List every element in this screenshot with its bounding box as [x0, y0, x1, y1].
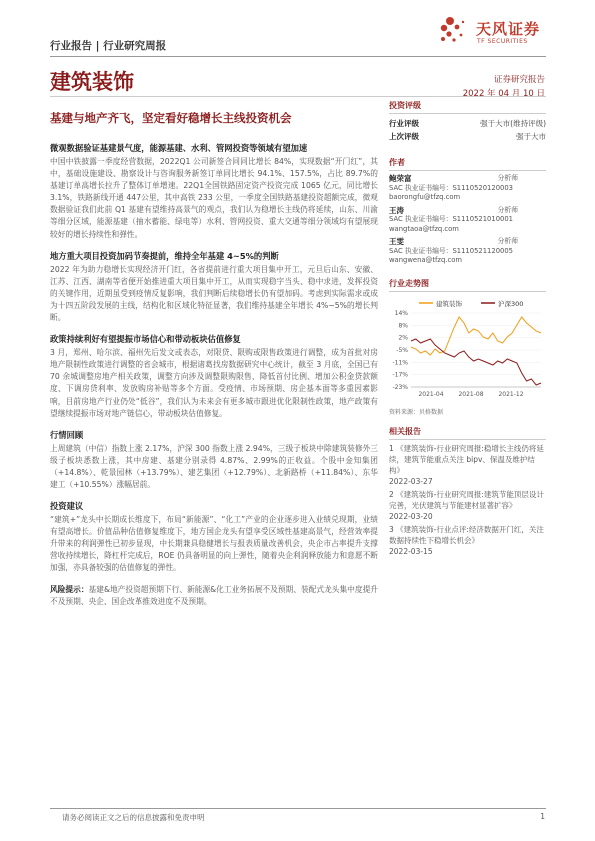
rating-value: 强于大市 — [516, 132, 546, 141]
y-tick-label: -23% — [392, 383, 408, 391]
y-tick-label: 8% — [398, 321, 408, 329]
related-report-date: 2022-03-27 — [389, 476, 433, 486]
related-report-title: 2 《建筑装饰-行业研究周报:建筑节能顶层设计完善，光伏建筑与节能建材显著扩容》 — [389, 489, 544, 510]
main-column — [50, 142, 378, 608]
author-card — [389, 206, 546, 235]
x-tick-label: 2021-12 — [498, 390, 524, 398]
sector-title: 建筑装饰 — [50, 70, 134, 94]
related-title: 相关报告 — [389, 426, 546, 440]
section-title: 地方重大项目投资加码节奏提前，维持全年基建 4~5%的判断 — [50, 250, 279, 261]
related-report[interactable] — [389, 489, 546, 522]
author-cert: SAC 执业证书编号：S1110521010001 — [389, 215, 513, 223]
author-email[interactable]: wangtaoa@tfzq.com — [389, 224, 459, 233]
section — [50, 500, 378, 574]
report-date: 2022 年 04 月 10 日 — [462, 89, 545, 99]
related-report-date: 2022-03-20 — [389, 511, 433, 521]
report-category: 行业报告 | 行业研究周报 — [50, 40, 167, 52]
related-report-date: 2022-03-15 — [389, 546, 433, 556]
section — [50, 250, 378, 324]
author-email[interactable]: wangwena@tfzq.com — [389, 256, 462, 264]
sector-divider — [50, 96, 546, 97]
section-title: 政策持续利好有望提振市场信心和带动板块估值修复 — [50, 334, 241, 345]
y-tick-label: -11% — [392, 358, 408, 366]
section-body: 2022 年为助力稳增长实现经济开门红，各省提前进行重大项目集中开工，元旦后山东、安徽、江苏、江西、湖南等省便开始推进重大项目集中开工，从而实现稳字当头、稳中求进，发挥投资的关键作用，近期虽受到疫情反复影响，我们判断后续稳增长仍有望加码。考虑到实际需求或成为十四五阶段发展的主线，结构化和区域化特征显著，我们维持基建全年增长 4%~5%的增长判断。 — [50, 264, 378, 323]
brand-name-en: TF SECURITIES — [477, 38, 528, 45]
author-role: 分析师 — [497, 174, 518, 182]
report-headline: 基建与地产齐飞，坚定看好稳增长主线投资机会 — [50, 111, 292, 125]
rating-key: 上次评级 — [389, 132, 419, 141]
rating-value: 强于大市(维持评级) — [480, 119, 546, 128]
section-title: 投资建议 — [50, 501, 84, 512]
trend-chart-svg — [389, 295, 546, 405]
section-body: 中国中铁披露一季度经营数据，2022Q1 公司新签合同同比增长 84%，实现数据“开门红”，其中，基础设施建设、勘察设计与咨询服务新签订单同比增长 94.1%、157.5%，占比 89.7%的基建订单高增长拉升了整体订单增速。22Q1全国铁路固定资产投资完成 1065 亿元，同比增长 3.1%，铁路新线开通 447公里，其中高铁 233 公里，一季度全国铁路基建投资超额完成，微观数据验证我们此前 Q1 基建有望维持高景气的观点，我们认为稳增长主线仍将延续，山东、川渝等细分区域，能源基建（抽水蓄能、绿电等）水利、管网投资、重大交通等细分领域均有望展现较好的增长持续性和弹性。 — [50, 157, 378, 239]
related-report[interactable] — [389, 524, 546, 557]
section-title: 行情回顾 — [50, 429, 84, 440]
author-role: 分析师 — [497, 237, 518, 245]
section-body: “建筑+”龙头中长期成长维度下，布局“新能源”、“化工”产业的企业逐步进入业绩兑现期，业绩有望高增长。价值品种估值修复维度下，地方国企龙头有望享受区域性基建高景气，经营效率提升带来的利润弹性已初步显现，中长期兼具稳健增长与报表质量改善机会，央企市占率提升支撑营收持续增长，降杠杆完成后，ROE 仍具备明显的向上弹性，随着央企利润释放能力和意愿不断加强，亦具备较强的估值修复的弹性。 — [50, 515, 378, 573]
rating-row — [389, 130, 546, 143]
brand-name: 天风证券 — [476, 20, 541, 38]
footer-disclaimer: 请务必阅读正文之后的信息披露和免责申明 — [62, 813, 205, 822]
section — [50, 429, 378, 491]
related-report[interactable] — [389, 443, 546, 487]
company-logo — [437, 14, 547, 50]
risk-warning — [50, 584, 378, 608]
logo-mark-icon — [437, 14, 471, 48]
y-tick-label: 2% — [398, 334, 408, 342]
rating-key: 行业评级 — [389, 119, 419, 128]
author-cert: SAC 执业证书编号：S1110521120005 — [389, 246, 513, 255]
x-tick-label: 2021-08 — [458, 390, 484, 398]
risk-body: 基建&地产投资超预期下行、新能源&化工业务拓展不及预期、装配式龙头集中度提升不及预期、央企、国企改革推效进度不及预期。 — [50, 584, 378, 606]
trend-chart — [389, 295, 546, 405]
sidebar — [389, 100, 546, 559]
legend-label: 沪深300 — [498, 299, 524, 308]
footer-divider — [50, 808, 546, 809]
section-body: 3 月，郑州、哈尔滨、福州先后发文或表态，对限贷、限购或限售政策进行调整，成为首批对房地产限制性政策进行调整的省会城市，根据诸葛找房数据研究中心统计，截至 3 月底，全国已有 70 余城调整房地产相关政策，调整方向涉及调整限购限售、降低首付比例、增加公积金贷款额度、下调房贷利率、发放购房补贴等多个方面。受疫情、市场预期、房企基本面等多重因素影响，目前房地产行业仍处“低谷”，我们认为未来会有更多城市跟进优化限制性政策，地产政策有望继续提振市场对地产链信心，带动板块估值修复。 — [50, 348, 378, 418]
section — [50, 333, 378, 420]
legend-label: 建筑装饰 — [436, 299, 462, 308]
author-cert: SAC 执业证书编号：S1110520120003 — [389, 183, 513, 192]
rating-title: 投资评级 — [389, 100, 546, 114]
author-card — [389, 174, 546, 203]
related-report-title: 1 《建筑装饰-行业研究周报:稳增长主线仍将延续，建筑节能重点关注 bipv、保温及维护结构》 — [389, 443, 544, 475]
author-card — [389, 237, 546, 266]
series-line — [411, 339, 541, 385]
rating-row — [389, 117, 546, 130]
header-divider — [50, 56, 546, 57]
author-name: 王涛 — [389, 205, 404, 215]
page-number: 1 — [540, 812, 545, 821]
section-body: 上周建筑（中信）指数上涨 2.17%，沪深 300 指数上涨 2.94%，三级子板块中除建筑装修外三级子板块悉数上涨，其中房建、基建分别录得 4.87%、2.99%的正收益。个股中金知集团（+14.8%）、乾景园林（+13.79%）、建艺集团（+12.79%）、北新路桥（+11.84%）、东华建工（+10.55%）涨幅居前。 — [50, 443, 378, 489]
x-tick-label: 2021-04 — [418, 390, 444, 398]
authors-title: 作者 — [389, 157, 546, 171]
series-line — [411, 317, 541, 355]
risk-label: 风险提示： — [50, 584, 89, 594]
trend-title: 行业走势图 — [389, 278, 546, 292]
y-tick-label: 14% — [394, 309, 408, 317]
section-title: 微观数据验证基建景气度，能源基建、水利、管网投资等领域有望加速 — [50, 143, 308, 153]
section — [50, 142, 378, 241]
author-role: 分析师 — [497, 205, 518, 214]
doc-type: 证券研究报告 — [493, 75, 545, 85]
author-name: 鲍荣富 — [389, 174, 412, 183]
chart-source: 资料来源：贝格数据 — [389, 408, 444, 416]
related-report-title: 3 《建筑装饰-行业点评:经济数据开门红，关注数据持续性下稳增长机会》 — [389, 524, 544, 545]
y-tick-label: -5% — [396, 346, 408, 354]
y-tick-label: -17% — [392, 371, 408, 379]
author-email[interactable]: baorongfu@tfzq.com — [389, 193, 461, 201]
author-name: 王雯 — [389, 237, 404, 246]
